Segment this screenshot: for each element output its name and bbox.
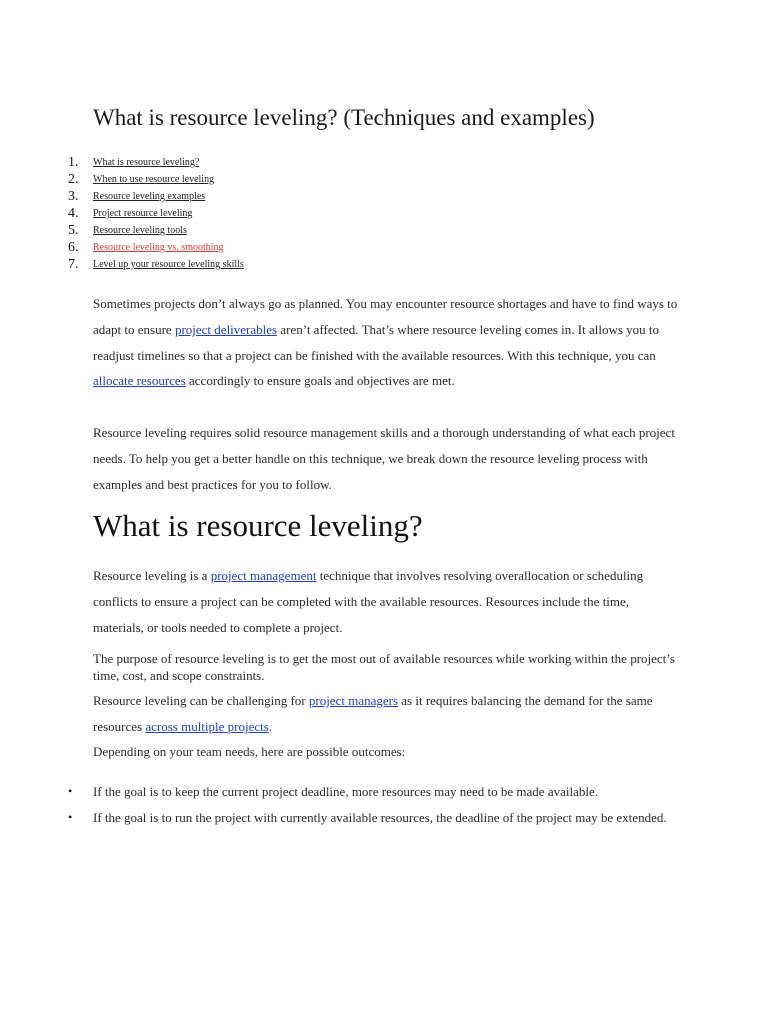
- toc-number: 7.: [68, 257, 79, 272]
- outcomes-list: [0, 779, 768, 831]
- intro-text: Sometimes projects don’t always go as planned. You may encounter resource shortages and have to find ways to adapt to ensure: [93, 296, 678, 337]
- toc-link-vs-smoothing[interactable]: Resource leveling vs. smoothing: [93, 242, 224, 253]
- toc-number: 2.: [68, 172, 79, 187]
- list-item-text: If the goal is to keep the current project deadline, more resources may need to be made available.: [93, 784, 598, 799]
- intro-paragraph-1: [93, 291, 683, 394]
- document-title: What is resource leveling? (Techniques and examples): [93, 105, 595, 130]
- toc-link-when-to-use[interactable]: When to use resource leveling: [93, 174, 215, 185]
- toc-number: 5.: [68, 223, 79, 238]
- toc-number: 1.: [68, 155, 79, 170]
- section-paragraph-4: Depending on your team needs, here are possible outcomes:: [93, 744, 406, 759]
- list-item-text: If the goal is to run the project with currently available resources, the deadline of the project may be extended.: [93, 809, 667, 825]
- toc-number: 6.: [68, 240, 79, 255]
- intro-text: aren’t affected. That’s where resource leveling comes in. It allows you to readjust timelines so that a project can be finished with the available resources. With this technique, you can: [93, 321, 660, 363]
- section-text: Resource leveling can be challenging for: [93, 693, 309, 708]
- intro-text: accordingly to ensure goals and objectives are met.: [185, 373, 455, 389]
- toc-link-examples[interactable]: Resource leveling examples: [93, 191, 206, 202]
- across-multiple-projects-link[interactable]: across multiple projects: [145, 718, 269, 734]
- project-management-link[interactable]: project management: [210, 568, 317, 583]
- toc-number: 3.: [68, 189, 79, 204]
- section-paragraph-1: [93, 563, 683, 640]
- toc-number: 4.: [68, 206, 79, 221]
- allocate-resources-link[interactable]: allocate resources: [93, 373, 186, 389]
- section-text: as it requires balancing the demand for the same resources: [93, 693, 653, 734]
- section-text: Resource leveling is a: [93, 568, 211, 583]
- bullet-icon: •: [68, 784, 73, 798]
- list-item: [0, 805, 768, 831]
- list-item: [0, 779, 768, 805]
- section-text: .: [268, 718, 273, 734]
- toc-link-level-up[interactable]: Level up your resource leveling skills: [93, 259, 244, 270]
- toc-link-tools[interactable]: Resource leveling tools: [93, 225, 187, 236]
- section-paragraph-2: The purpose of resource leveling is to get the most out of available resources while working within the project’s time, cost, and scope constraints.: [93, 651, 675, 683]
- section-paragraph-3: [93, 688, 683, 740]
- toc-link-project-resource-leveling[interactable]: Project resource leveling: [93, 208, 193, 219]
- project-managers-link[interactable]: project managers: [308, 693, 399, 708]
- intro-paragraph-2: Resource leveling requires solid resource management skills and a thorough understanding of what each project needs. To help you get a better handle on this technique, we break down the resource leveling process with examples and best practices for you to follow.: [93, 425, 675, 492]
- bullet-icon: •: [68, 809, 73, 824]
- section-heading-what-is: What is resource leveling?: [93, 508, 423, 543]
- project-deliverables-link[interactable]: project deliverables: [174, 321, 278, 337]
- toc-link-what-is[interactable]: What is resource leveling?: [93, 157, 200, 168]
- section-text: technique that involves resolving overallocation or scheduling conflicts to ensure a project can be completed with the available resources. Resources include the time, materials, or tools needed to complete a project.: [93, 568, 644, 635]
